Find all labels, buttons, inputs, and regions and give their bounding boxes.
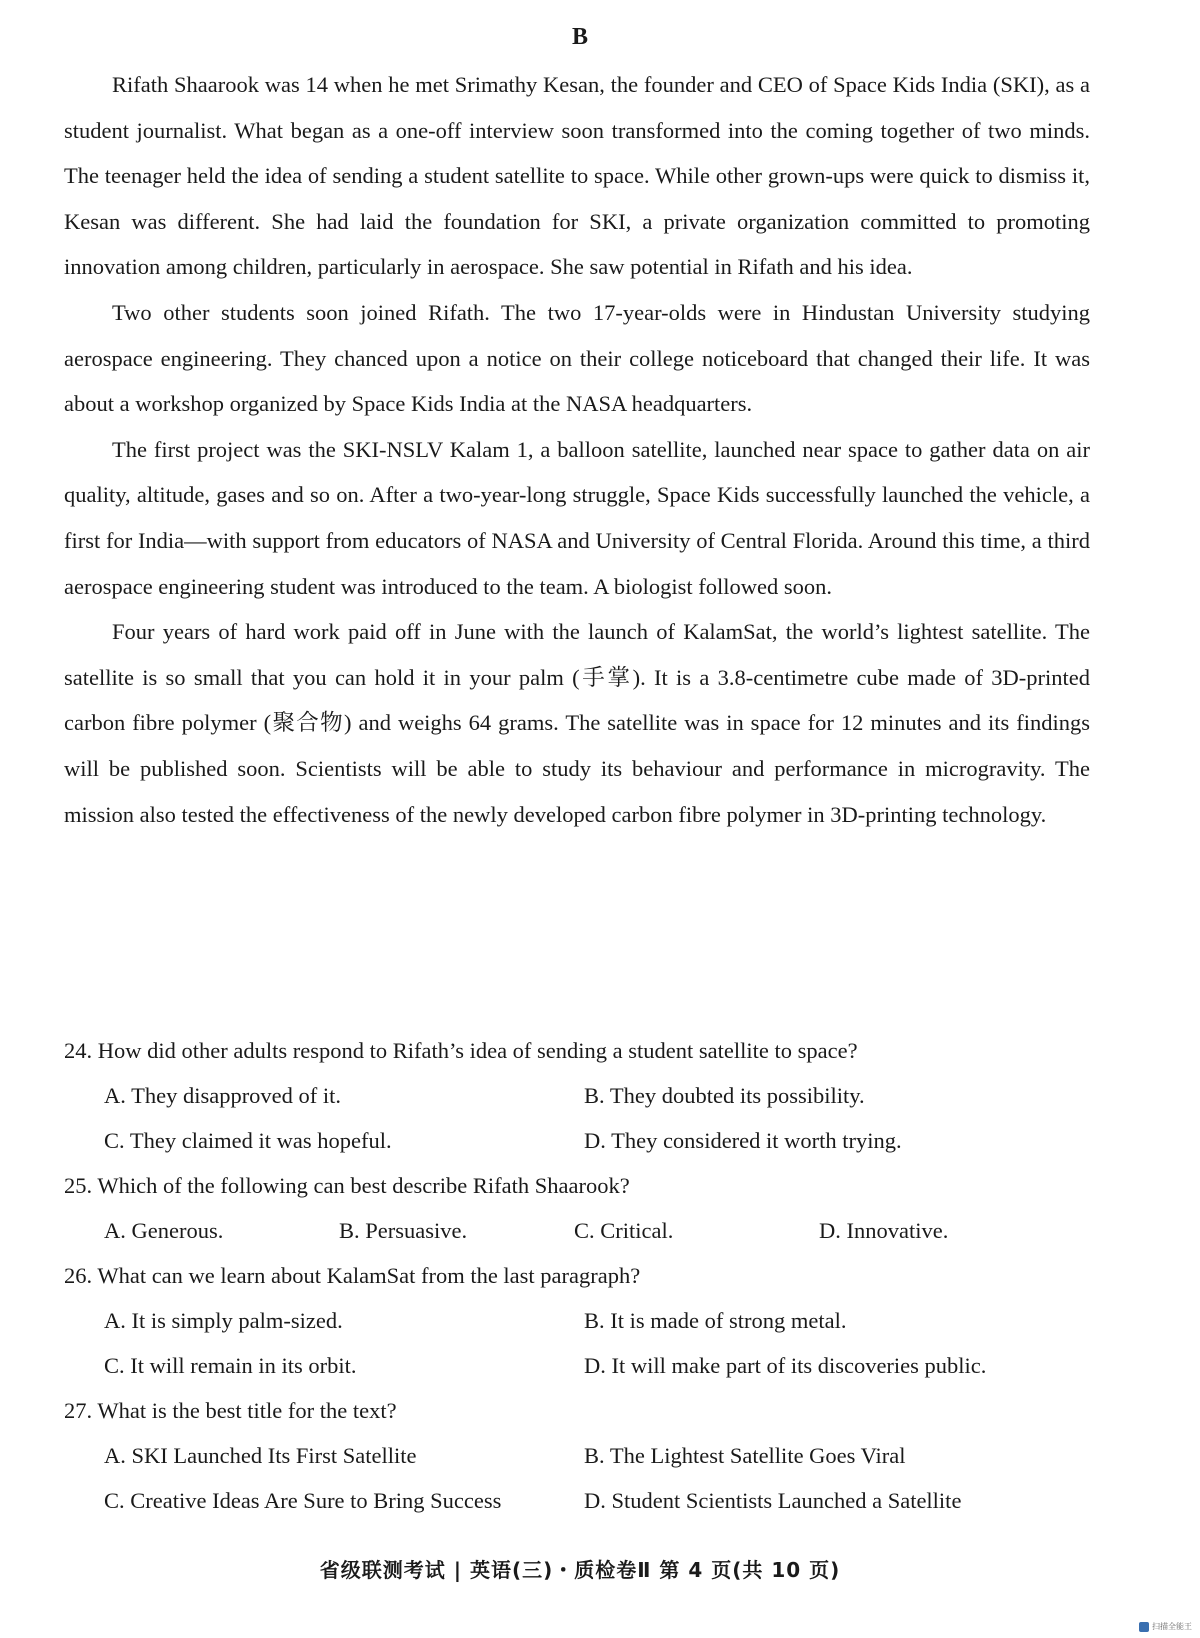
option-d: D. Student Scientists Launched a Satellite [584,1488,962,1513]
question-27 [64,1388,1090,1523]
option-b: B. It is made of strong metal. [584,1308,847,1333]
question-stem: 26. What can we learn about KalamSat from the last paragraph? [64,1263,641,1288]
option-b: B. They doubted its possibility. [584,1083,865,1108]
question-stem: 24. How did other adults respond to Rifath’s idea of sending a student satellite to space? [64,1038,858,1063]
answer-options [64,1073,1090,1163]
question-stem: 27. What is the best title for the text? [64,1398,397,1423]
passage-paragraph-4: Four years of hard work paid off in June with the launch of KalamSat, the world’s lightest satellite. The satellite is so small that you can hold it in your palm (手掌). It is a 3.8-centimetre cube made of 3D-printed carbon fibre polymer (聚合物) and weighs 64 grams. The satellite was in space for 12 minutes and its findings will be published soon. Scientists will be able to study its behaviour and performance in microgravity. The mission also tested the effectiveness of the newly developed carbon fibre polymer in 3D-printing technology. [64,619,1090,827]
question-24 [64,1028,1090,1163]
option-a: A. Generous. [104,1218,224,1243]
question-stem: 25. Which of the following can best describe Rifath Shaarook? [64,1173,630,1198]
passage-paragraph-2: Two other students soon joined Rifath. The two 17-year-olds were in Hindustan University studying aerospace engineering. They chanced upon a notice on their college noticeboard that changed their life. It was about a workshop organized by Space Kids India at the NASA headquarters. [64,299,1090,417]
passage-paragraph-1: Rifath Shaarook was 14 when he met Srimathy Kesan, the founder and CEO of Space Kids India (SKI), as a student journalist. What began as a one-off interview soon transformed into the coming together of two minds. The teenager held the idea of sending a student satellite to space. While other grown-ups were quick to dismiss it, Kesan was different. She had laid the foundation for SKI, a private organization committed to promoting innovation among children, particularly in aerospace. She saw potential in Rifath and his idea. [64,72,1090,280]
question-list [64,1028,1090,1523]
option-b: B. The Lightest Satellite Goes Viral [584,1443,906,1468]
question-25 [64,1163,1090,1253]
question-26 [64,1253,1090,1388]
option-c: C. They claimed it was hopeful. [104,1128,392,1153]
option-d: D. It will make part of its discoveries public. [584,1353,987,1378]
scanner-watermark [1139,1621,1192,1632]
option-c: C. It will remain in its orbit. [104,1353,357,1378]
answer-options [64,1433,1090,1523]
watermark-text: 扫描全能王 [1152,1622,1192,1631]
scanner-logo-icon [1139,1622,1149,1632]
reading-passage [64,62,1090,837]
section-title: B [571,24,588,50]
option-a: A. SKI Launched Its First Satellite [104,1443,417,1468]
option-a: A. They disapproved of it. [104,1083,342,1108]
answer-options [64,1208,1090,1253]
option-b: B. Persuasive. [339,1218,468,1243]
passage-paragraph-3: The first project was the SKI-NSLV Kalam 1, a balloon satellite, launched near space to gather data on air quality, altitude, gases and so on. After a two-year-long struggle, Space Kids successfully launched the vehicle, a first for India—with support from educators of NASA and University of Central Florida. Around this time, a third aerospace engineering student was introduced to the team. A biologist followed soon. [64,436,1090,599]
answer-options [64,1298,1090,1388]
option-a: A. It is simply palm-sized. [104,1308,343,1333]
option-c: C. Critical. [574,1218,674,1243]
option-d: D. They considered it worth trying. [584,1128,902,1153]
option-d: D. Innovative. [819,1218,949,1243]
page-footer: 省级联测考试 | 英语(三)・质检卷Ⅱ 第 4 页(共 10 页) [319,1558,841,1582]
option-c: C. Creative Ideas Are Sure to Bring Success [104,1488,502,1513]
